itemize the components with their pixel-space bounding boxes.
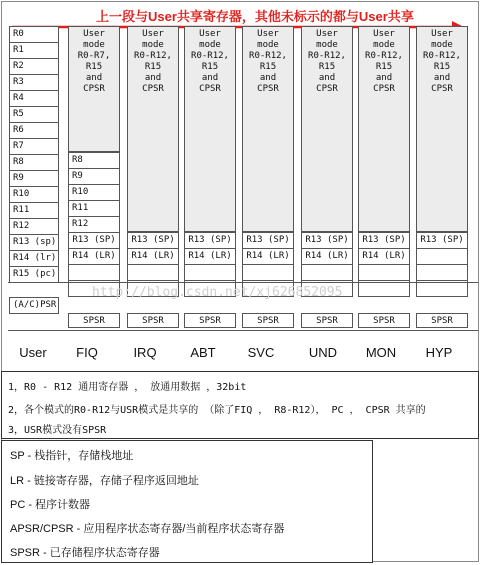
fiq-register-r8: R8 bbox=[68, 152, 120, 169]
mode-label-abt: ABT bbox=[190, 345, 216, 360]
user-register-10: R10 bbox=[9, 186, 59, 203]
spsr-hyp: SPSR bbox=[416, 313, 468, 328]
spsr-abt: SPSR bbox=[184, 313, 236, 328]
shared-block-svc: User mode R0-R12, R15 and CPSR bbox=[242, 26, 294, 232]
empty-cell-abt bbox=[184, 264, 236, 281]
banked-hyp-0: R13 (SP) bbox=[416, 232, 468, 249]
mode-label-user: User bbox=[19, 345, 47, 360]
mode-label-svc: SVC bbox=[247, 345, 275, 360]
mode-label-und: UND bbox=[308, 345, 338, 360]
spsr-irq: SPSR bbox=[127, 313, 179, 328]
banner-title: 上一段与User共享寄存器，其他未标示的都与User共享 bbox=[96, 9, 414, 24]
banked-svc-1: R14 (LR) bbox=[242, 248, 294, 265]
empty-cell-irq bbox=[127, 264, 179, 281]
user-register-3: R3 bbox=[9, 74, 59, 91]
note-line-3: 3，USR模式没有SPSR bbox=[8, 425, 107, 436]
mode-label-irq: IRQ bbox=[133, 345, 157, 360]
user-register-0: R0 bbox=[9, 26, 59, 43]
fiq-register-r10: R10 bbox=[68, 184, 120, 201]
legend-lr: LR - 链接寄存器，存储子程序返回地址 bbox=[10, 475, 199, 487]
banked-und-1: R14 (LR) bbox=[301, 248, 353, 265]
mode-label-mon: MON bbox=[365, 345, 397, 360]
empty-cell-mon bbox=[358, 264, 410, 281]
user-register-14: R14 (lr) bbox=[9, 250, 59, 267]
user-register-2: R2 bbox=[9, 58, 59, 75]
user-register-11: R11 bbox=[9, 202, 59, 219]
banked-svc-0: R13 (SP) bbox=[242, 232, 294, 249]
fiq-register-r12: R12 bbox=[68, 216, 120, 233]
user-register-12: R12 bbox=[9, 218, 59, 235]
fiq-register-r9: R9 bbox=[68, 168, 120, 185]
banked-und-0: R13 (SP) bbox=[301, 232, 353, 249]
shared-block-hyp: User mode R0-R12, R15 and CPSR bbox=[416, 26, 468, 232]
shared-block-und: User mode R0-R12, R15 and CPSR bbox=[301, 26, 353, 232]
spsr-fiq: SPSR bbox=[68, 313, 120, 328]
user-register-9: R9 bbox=[9, 170, 59, 187]
empty-cell-svc bbox=[242, 264, 294, 281]
empty-cell-fiq bbox=[68, 264, 120, 281]
note-line-1: 1，R0 - R12 通用寄存器 ， 放通用数据 ，32bit bbox=[8, 382, 247, 393]
row-separator bbox=[8, 330, 478, 331]
shared-block-mon: User mode R0-R12, R15 and CPSR bbox=[358, 26, 410, 232]
mode-label-fiq: FIQ bbox=[76, 345, 98, 360]
legend-pc: PC - 程序计数器 bbox=[10, 499, 91, 511]
banked-irq-0: R13 (SP) bbox=[127, 232, 179, 249]
banked-abt-0: R13 (SP) bbox=[184, 232, 236, 249]
fiq-register-r11: R11 bbox=[68, 200, 120, 217]
spsr-und: SPSR bbox=[301, 313, 353, 328]
legend-sp: SP - 栈指针，存储栈地址 bbox=[10, 450, 134, 462]
user-register-13: R13 (sp) bbox=[9, 234, 59, 251]
banked-irq-1: R14 (LR) bbox=[127, 248, 179, 265]
banked-abt-1: R14 (LR) bbox=[184, 248, 236, 265]
empty-cell-hyp bbox=[416, 248, 468, 265]
row-separator bbox=[8, 282, 478, 283]
empty-cell-hyp bbox=[416, 264, 468, 281]
empty-cell-und bbox=[301, 264, 353, 281]
banked-mon-0: R13 (SP) bbox=[358, 232, 410, 249]
user-register-7: R7 bbox=[9, 138, 59, 155]
spsr-mon: SPSR bbox=[358, 313, 410, 328]
user-register-1: R1 bbox=[9, 42, 59, 59]
user-register-5: R5 bbox=[9, 106, 59, 123]
banked-fiq-1: R14 (LR) bbox=[68, 248, 120, 265]
user-psr: (A/C)PSR bbox=[9, 297, 59, 314]
shared-block-abt: User mode R0-R12, R15 and CPSR bbox=[184, 26, 236, 232]
user-register-15: R15 (pc) bbox=[9, 266, 59, 283]
watermark: http://blog.csdn.net/xj626852095 bbox=[92, 285, 343, 300]
banked-mon-1: R14 (LR) bbox=[358, 248, 410, 265]
mode-label-hyp: HYP bbox=[425, 345, 453, 360]
banked-fiq-0: R13 (SP) bbox=[68, 232, 120, 249]
note-line-2: 2，各个模式的R0-R12与USR模式是共享的 （除了FIQ ， R8-R12）， PC ， CPSR 共享的 bbox=[8, 405, 426, 416]
user-register-4: R4 bbox=[9, 90, 59, 107]
legend-apsr-cpsr: APSR/CPSR - 应用程序状态寄存器/当前程序状态寄存器 bbox=[10, 523, 285, 535]
user-register-8: R8 bbox=[9, 154, 59, 171]
user-register-6: R6 bbox=[9, 122, 59, 139]
spsr-svc: SPSR bbox=[242, 313, 294, 328]
shared-block-fiq: User mode R0-R7, R15 and CPSR bbox=[68, 26, 120, 152]
shared-block-irq: User mode R0-R12, R15 and CPSR bbox=[127, 26, 179, 232]
legend-spsr: SPSR - 已存储程序状态寄存器 bbox=[10, 547, 160, 559]
